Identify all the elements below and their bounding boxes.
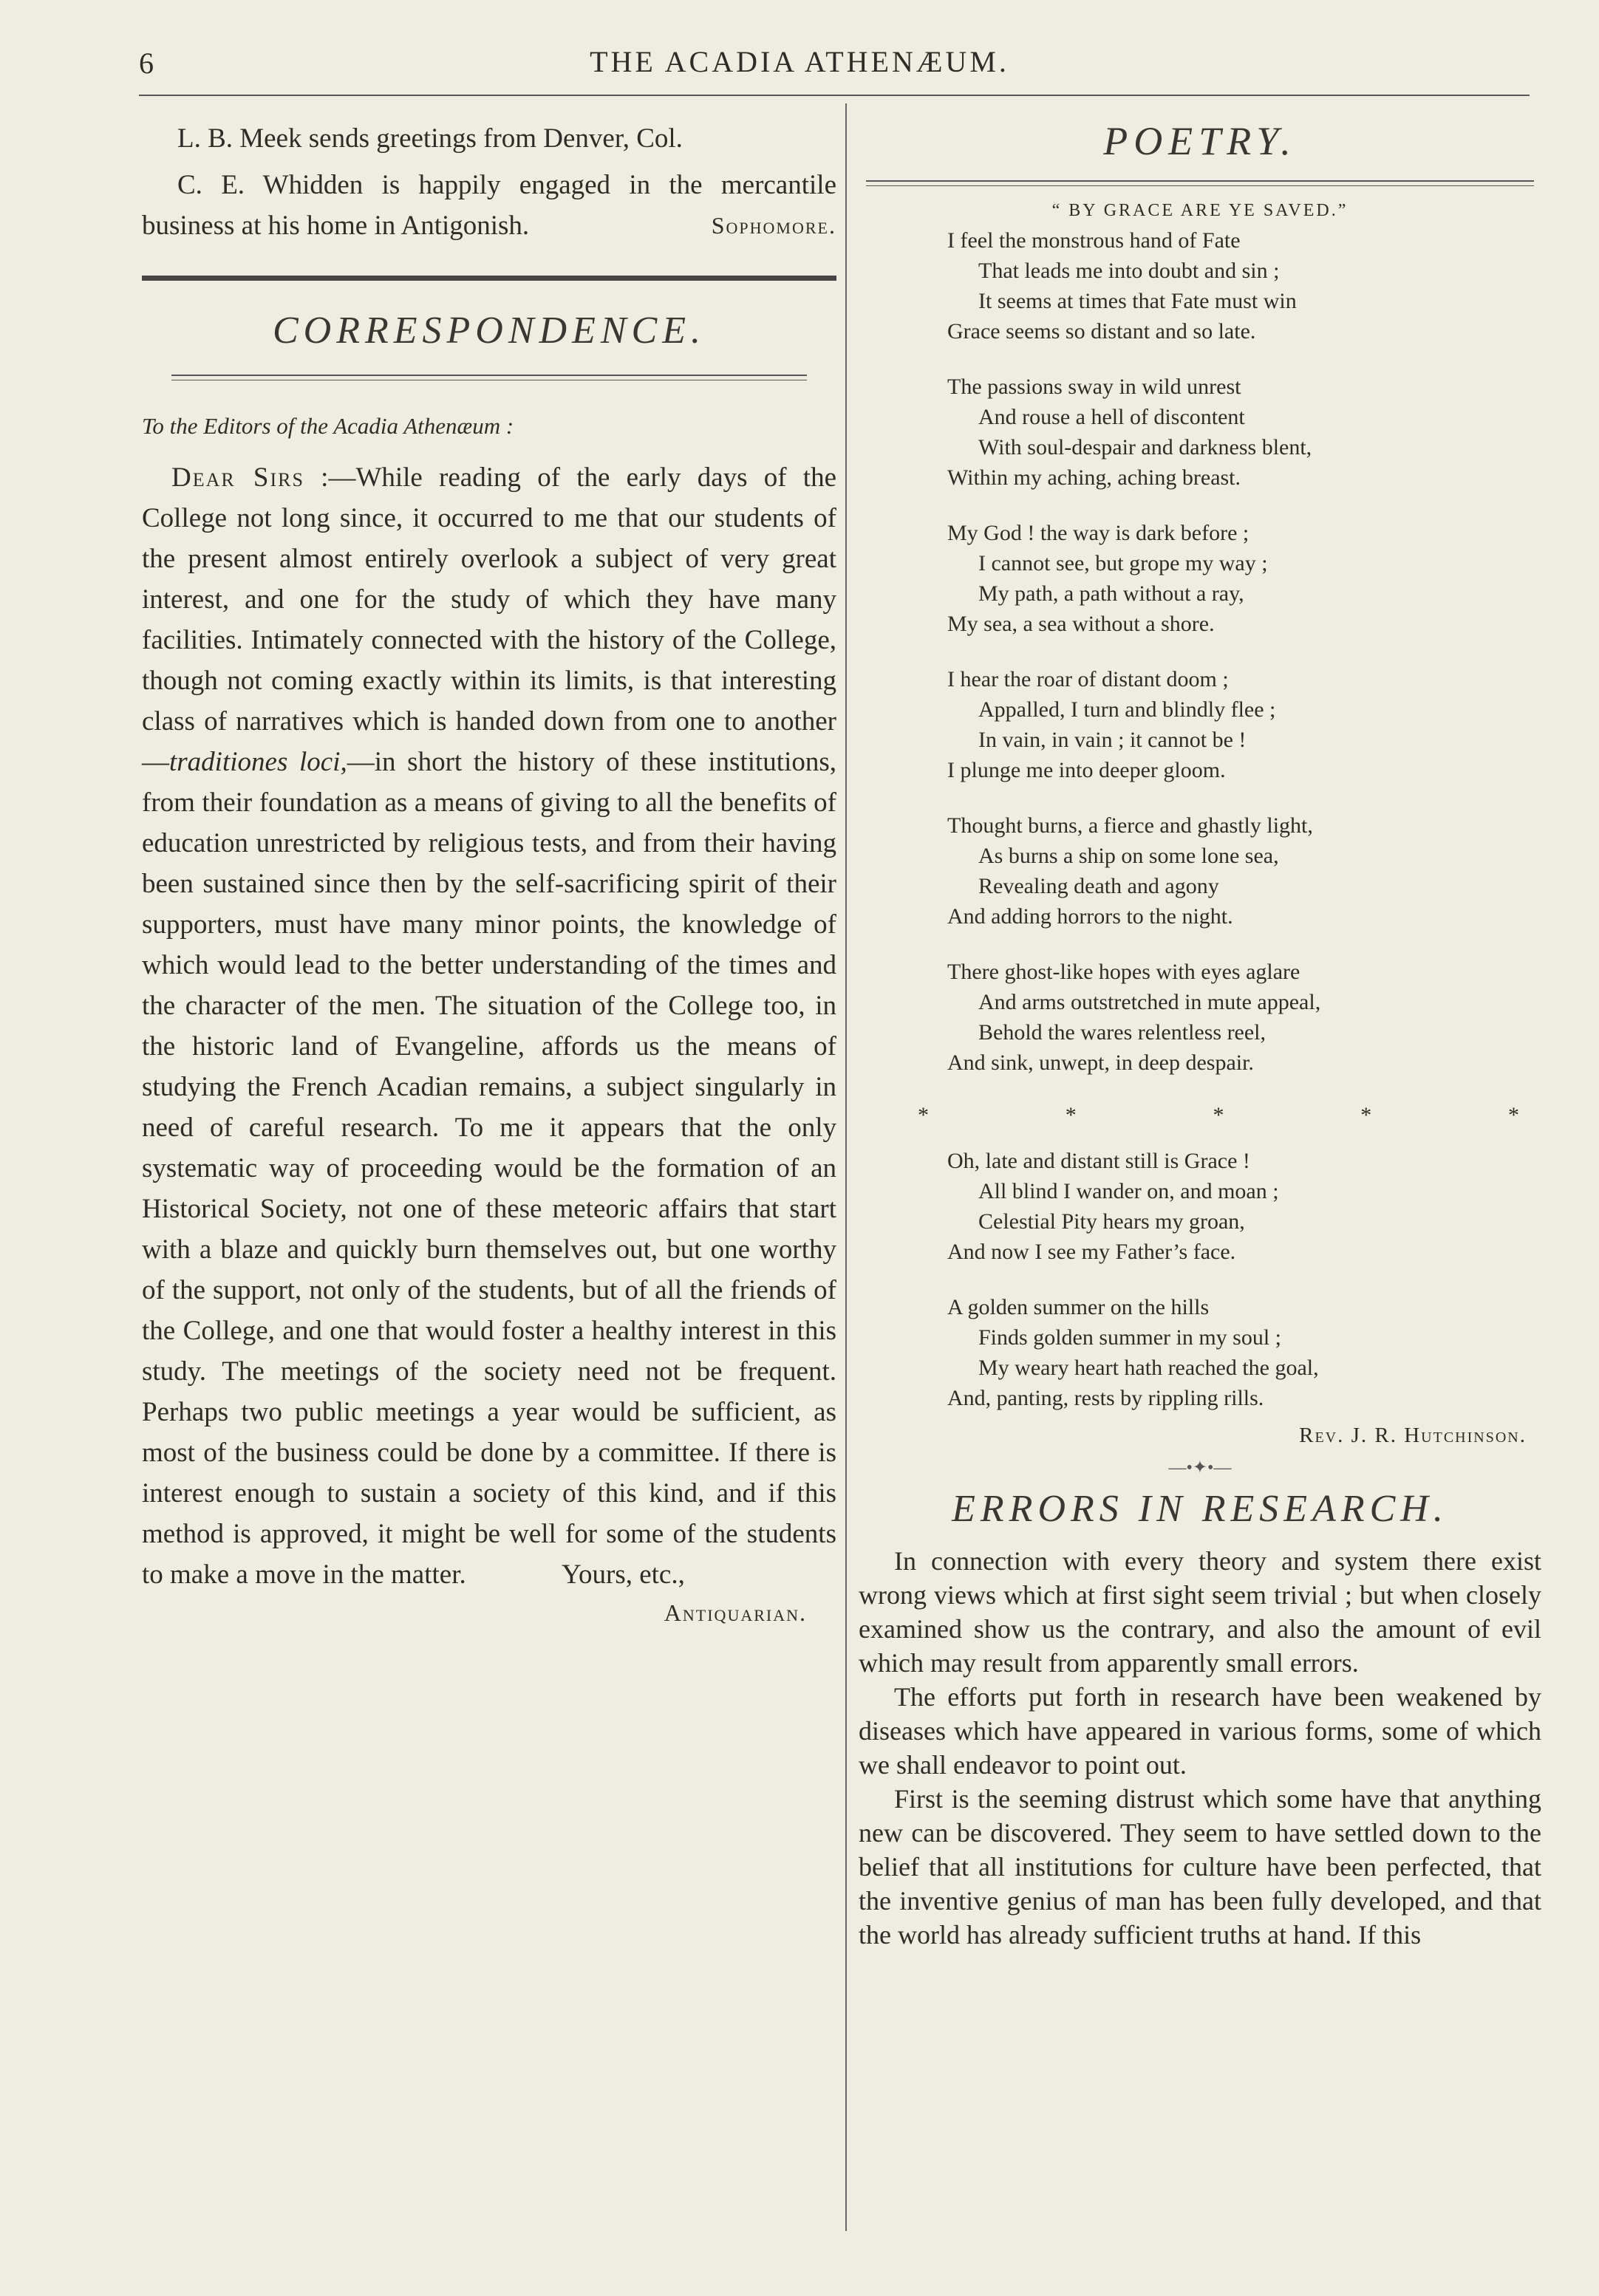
poem-line: And, panting, rests by rippling rills. (947, 1386, 1264, 1410)
poem-line: And sink, unwept, in deep despair. (947, 1050, 1254, 1075)
letter-body-part-1: :—While reading of the early days of the College not long since, it occurred to me that our students of the present almost entirely overlook a subject of very great interest, and one for the study of which they have many facilities. Intimately connected with the history of the College, though not coming exactly within its limits, is that interesting class of narratives which is handed down from one to another— (142, 462, 836, 777)
poem-title: “ BY GRACE ARE YE SAVED.” (1051, 201, 1349, 220)
poem-stanzas-after-break (859, 1146, 1541, 1413)
errors-paragraph: First is the seeming distrust which some have that anything new can be discovered. They seem to have settled down to the belief that all institutions for culture have been perfected, that the inventive genius of man has been fully developed, and that the world has already sufficient truths at hand. If this (859, 1784, 1541, 1950)
letter-body (142, 457, 836, 1595)
poem-line: With soul-despair and darkness blent, (978, 435, 1312, 459)
poem-stanza (947, 957, 1541, 1078)
poem-line: There ghost-like hopes with eyes aglare (947, 960, 1300, 984)
poem-stanza (947, 810, 1541, 932)
right-column (859, 111, 1541, 1952)
poem-stanza (947, 664, 1541, 785)
star-glyph: * (1065, 1103, 1077, 1127)
personal-note-meek: L. B. Meek sends greetings from Denver, Col. (177, 123, 683, 154)
poem-line: And adding horrors to the night. (947, 904, 1233, 929)
poem-line: My sea, a sea without a shore. (947, 612, 1215, 636)
poem-line: Celestial Pity hears my groan, (978, 1209, 1245, 1234)
poem-line: That leads me into doubt and sin ; (978, 259, 1280, 283)
dear-sirs: Dear Sirs (171, 462, 304, 493)
poem-line: And rouse a hell of discontent (978, 405, 1245, 429)
section-divider-rule (142, 276, 836, 281)
section-ornament: —•✦•— (1168, 1458, 1232, 1477)
page-number: 6 (139, 47, 154, 80)
poem-line: All blind I wander on, and moan ; (978, 1179, 1279, 1203)
poem-stanza (947, 1146, 1541, 1267)
star-glyph: * (1213, 1103, 1224, 1127)
personal-note-whidden (142, 165, 836, 246)
poem-line: I hear the roar of distant doom ; (947, 667, 1229, 691)
poetry-rule (866, 180, 1534, 186)
poem-line: I cannot see, but grope my way ; (978, 551, 1268, 575)
column-divider (845, 103, 847, 2231)
poem-line: And arms outstretched in mute appeal, (978, 990, 1321, 1014)
letter-signature-text: Antiquarian. (664, 1599, 807, 1626)
left-column (142, 111, 836, 1627)
poem-line: Grace seems so distant and so late. (947, 319, 1256, 344)
correspondence-rule (171, 375, 807, 380)
poem-line: Appalled, I turn and blindly flee ; (978, 697, 1276, 722)
letter-signature (142, 1599, 807, 1627)
poem-author-text: Rev. J. R. Hutchinson. (1299, 1424, 1527, 1447)
poem-line: My weary heart hath reached the goal, (978, 1356, 1319, 1380)
errors-paragraph: In connection with every theory and system there exist wrong views which at first sight seem trivial ; but when closely examined show us the contrary, and also the amount of evil which may result from apparently small errors. (859, 1546, 1541, 1678)
poem-stanza (947, 225, 1541, 346)
poem-line: Behold the wares relentless reel, (978, 1020, 1266, 1045)
personal-note-whidden-text: C. E. Whidden is happily engaged in the mercantile business at his home in Antigonish. (142, 170, 836, 241)
poem-line: Thought burns, a fierce and ghastly light, (947, 813, 1313, 838)
running-title: THE ACADIA ATHENÆUM. (590, 45, 1009, 78)
notes-signature: Sophomore. (711, 212, 836, 239)
errors-article (859, 1544, 1541, 1952)
star-glyph: * (1508, 1103, 1519, 1127)
poem-line: Oh, late and distant still is Grace ! (947, 1149, 1250, 1173)
poem-author (859, 1424, 1527, 1448)
letter-salutation: To the Editors of the Acadia Athenæum : (142, 413, 514, 439)
letter-closing: Yours, etc., (561, 1559, 685, 1590)
poem-stanza (947, 1292, 1541, 1413)
poem-line: In vain, in vain ; it cannot be ! (978, 728, 1247, 752)
poem-line: It seems at times that Fate must win (978, 289, 1297, 313)
poetry-heading: POETRY. (1103, 119, 1297, 163)
correspondence-heading: CORRESPONDENCE. (273, 310, 706, 352)
poem-stanza (947, 372, 1541, 493)
poem-line: As burns a ship on some lone sea, (978, 844, 1279, 868)
star-glyph: * (1360, 1103, 1372, 1127)
poem-stanzas (859, 225, 1541, 1078)
poem-line: Within my aching, aching breast. (947, 465, 1241, 490)
poem-line: The passions sway in wild unrest (947, 375, 1241, 399)
errors-paragraph: The efforts put forth in research have been weakened by diseases which have appeared in various forms, some of which we shall endeavor to point out. (859, 1682, 1541, 1780)
poem-line: Finds golden summer in my soul ; (978, 1325, 1282, 1350)
poem-line: A golden summer on the hills (947, 1295, 1210, 1319)
letter-latin-phrase: traditiones loci, (169, 747, 347, 777)
header-rule (139, 95, 1530, 96)
stanza-break-stars (918, 1103, 1519, 1128)
letter-body-part-2: —in short the history of these institutions, from their foundation as a means of giving to all the benefits of education unrestricted by religious tests, and from their having been sustained since then by the self-sacrificing spirit of their supporters, must have many minor points, the knowledge of which would lead to the better understanding of the times and the character of the men. The situation of the College too, in the historic land of Evangeline, affords us the means of studying the French Acadian remains, a subject singularly in need of careful research. To me it appears that the only systematic way of proceeding would be the formation of an Historical Society, not one of these meteoric affairs that start with a blaze and quickly burn themselves out, but one worthy of the support, not only of the students, but of all the friends of the College, and one that would foster a healthy interest in this study. The meetings of the society need not be frequent. Perhaps two public meetings a year would be sufficient, as most of the business could be done by a committee. If there is interest enough to sustain a society of this kind, and if this method is approved, it might be well for some of the students to make a move in the matter. (142, 747, 836, 1590)
star-glyph: * (918, 1103, 929, 1127)
poem-line: Revealing death and agony (978, 874, 1219, 898)
errors-heading: ERRORS IN RESEARCH. (952, 1488, 1448, 1530)
poem-stanza (947, 518, 1541, 639)
poem-line: I feel the monstrous hand of Fate (947, 228, 1241, 253)
poem-line: My God ! the way is dark before ; (947, 521, 1249, 545)
poem-line: And now I see my Father’s face. (947, 1240, 1236, 1264)
poem-line: I plunge me into deeper gloom. (947, 758, 1226, 782)
poem-line: My path, a path without a ray, (978, 581, 1244, 606)
